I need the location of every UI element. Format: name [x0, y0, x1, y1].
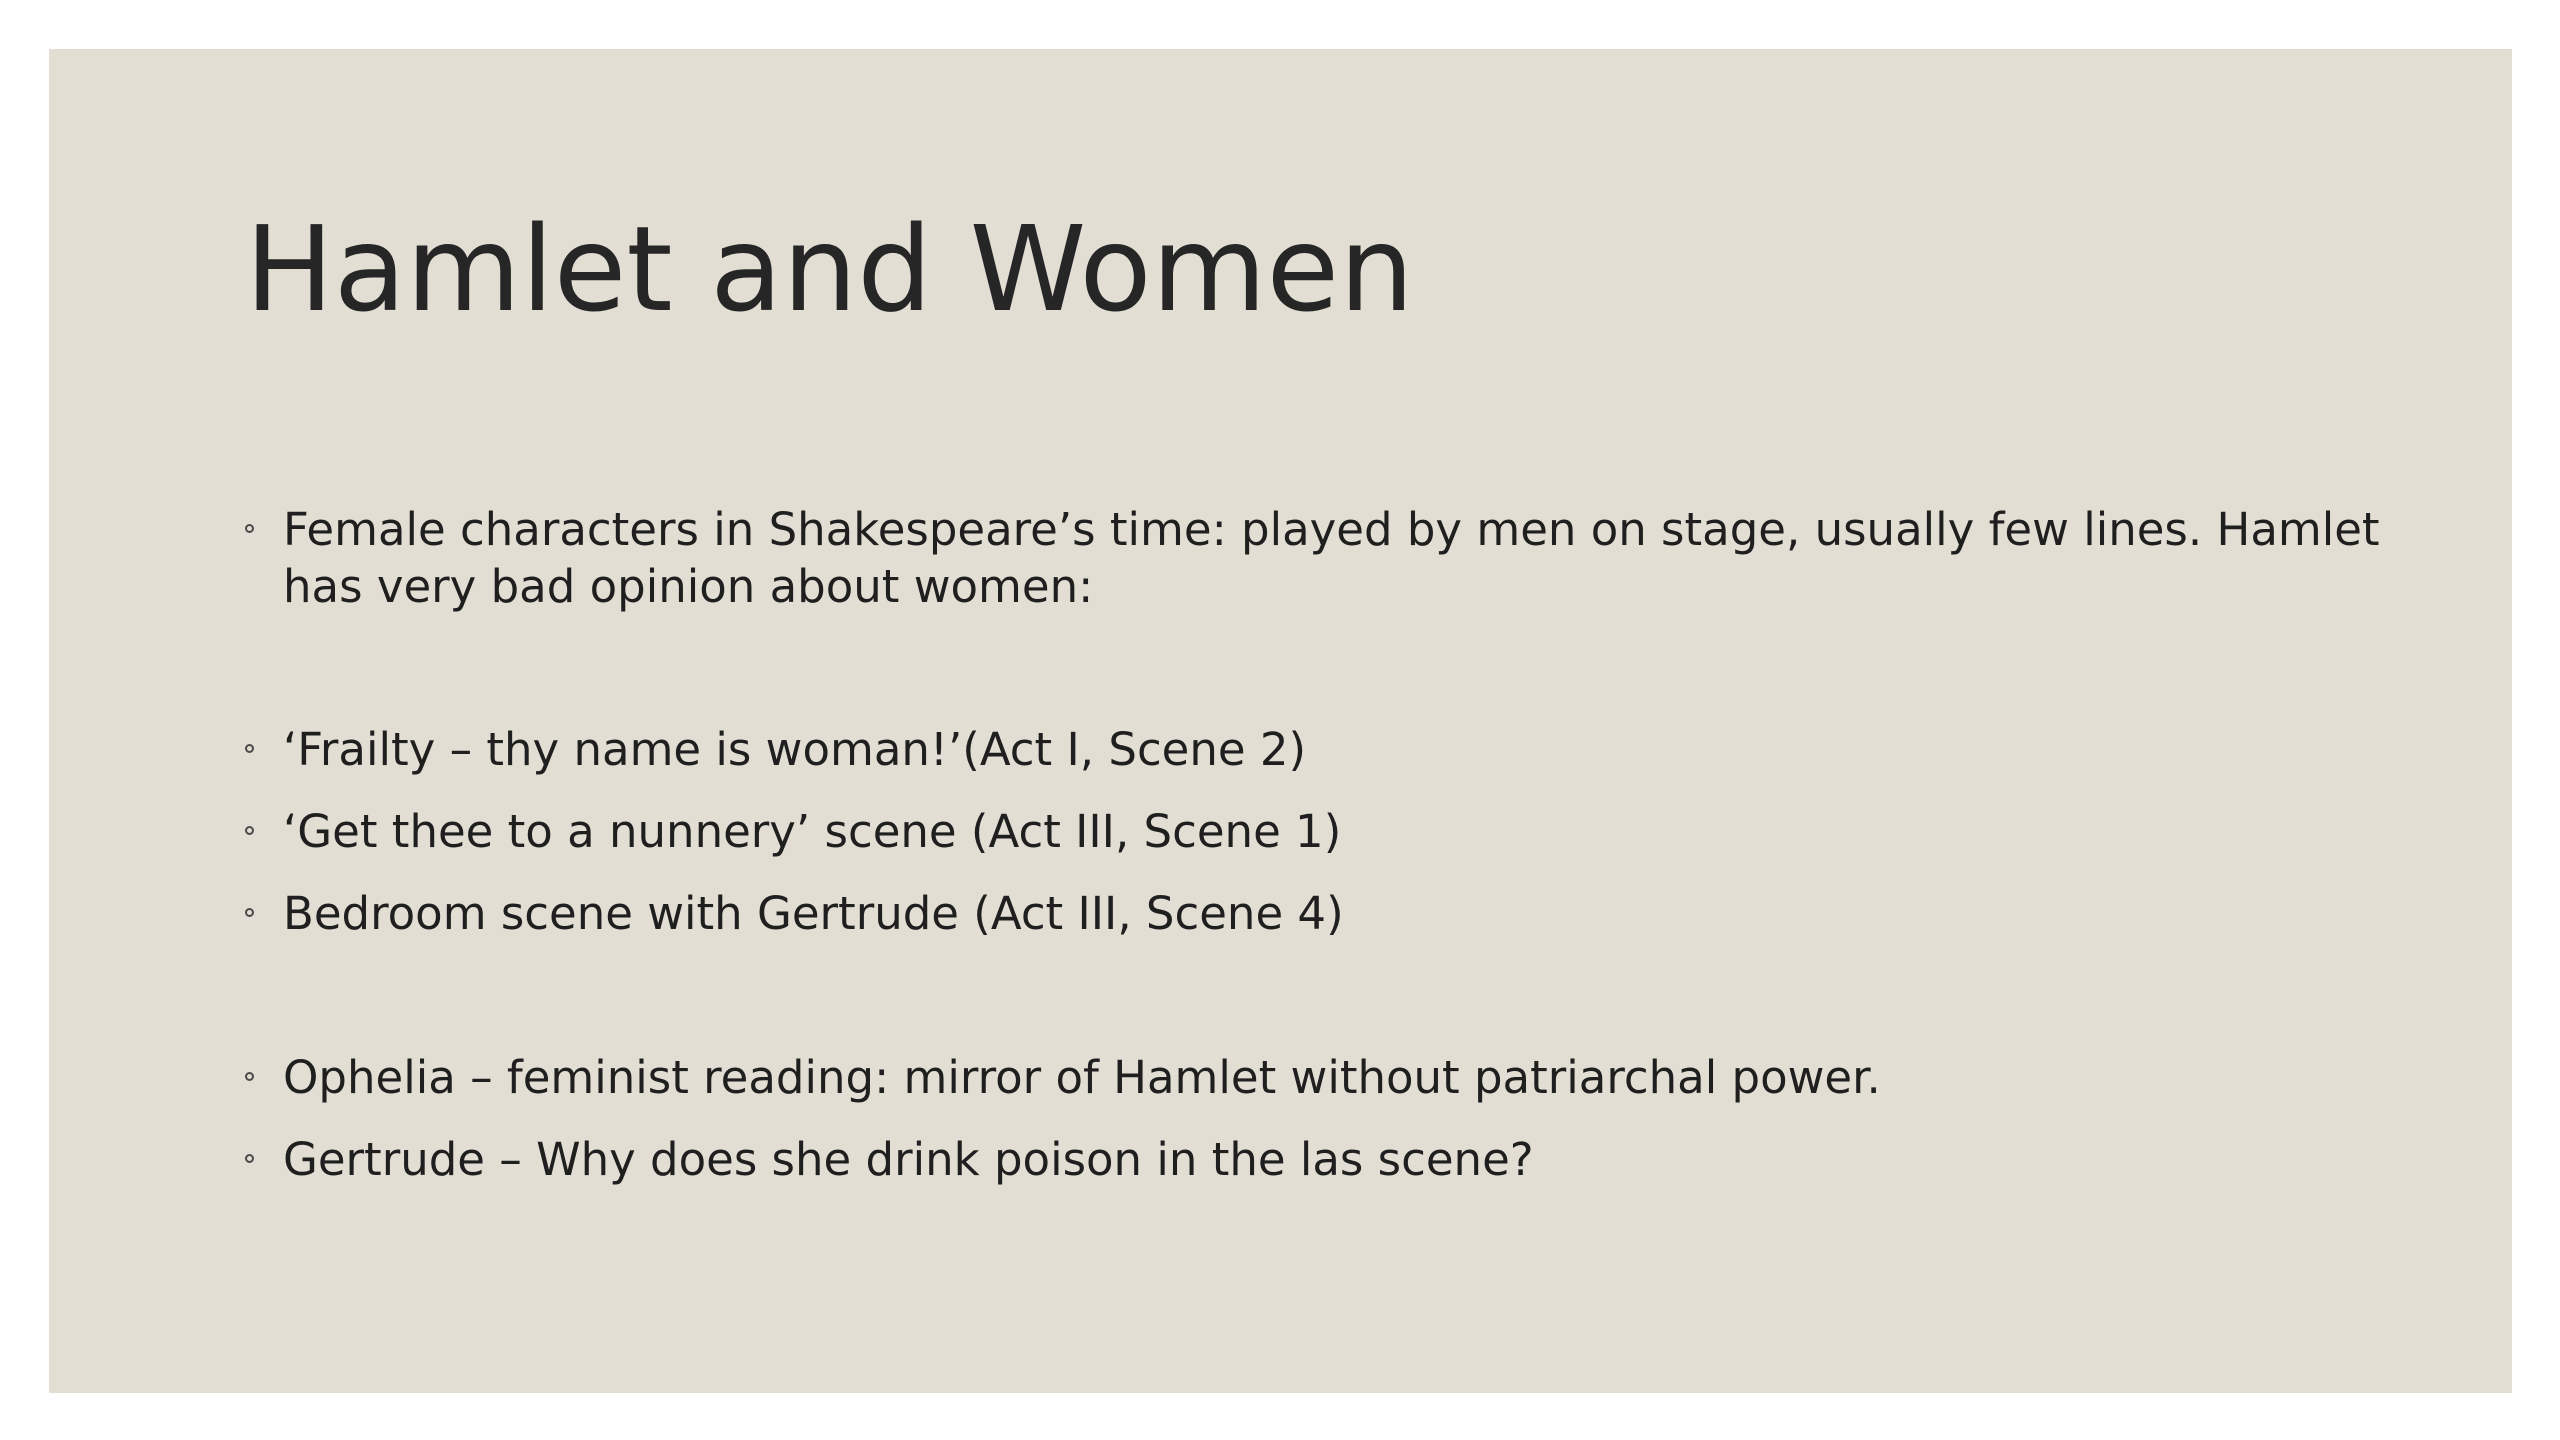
bullet-circle-icon [245, 1072, 254, 1081]
bullet-item [245, 803, 2395, 860]
bullet-circle-icon [245, 744, 254, 753]
bullet-circle-icon [245, 1154, 254, 1163]
bullet-text: Ophelia – feminist reading: mirror of Hamlet without patriarchal power. [283, 1051, 1881, 1104]
bullet-circle-icon [245, 908, 254, 917]
bullet-text: Female characters in Shakespeare’s time: played by men on stage, usually few lines. Hamlet has very bad opinion about women: [283, 503, 2380, 613]
bullet-item [245, 1131, 2395, 1188]
bullet-text: ‘Get thee to a nunnery’ scene (Act III, Scene 1) [283, 805, 1342, 858]
bullet-item [245, 721, 2395, 778]
bullet-text: Gertrude – Why does she drink poison in the las scene? [283, 1133, 1534, 1186]
bullet-text: Bedroom scene with Gertrude (Act III, Scene 4) [283, 887, 1344, 940]
bullet-text: ‘Frailty – thy name is woman!’(Act I, Scene 2) [283, 723, 1307, 776]
bullet-circle-icon [245, 524, 254, 533]
bullet-circle-icon [245, 826, 254, 835]
slide-title: Hamlet and Women [245, 200, 1414, 338]
bullet-item [245, 501, 2395, 615]
bullet-list [245, 501, 2395, 1213]
bullet-item [245, 1049, 2395, 1106]
bullet-item [245, 885, 2395, 942]
slide [49, 49, 2512, 1393]
